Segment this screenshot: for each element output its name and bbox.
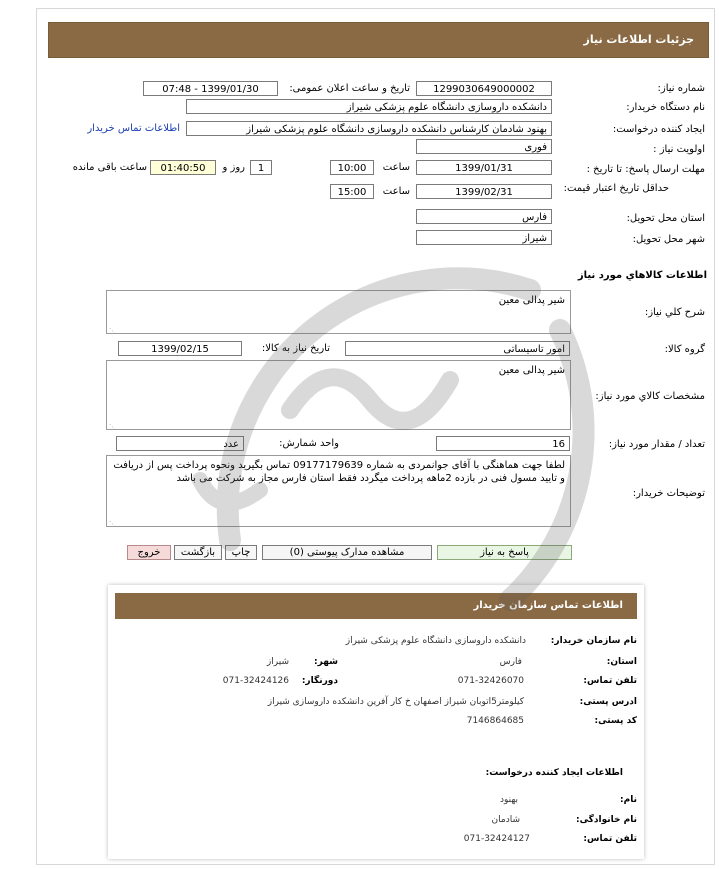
contact-org: دانشکده داروسازی دانشگاه علوم پزشکی شیراز [345,636,526,646]
need-date-field: 1399/02/15 [118,341,242,356]
contact-province: فارس [499,657,522,667]
summary-textarea[interactable] [106,290,571,334]
creator-phone: 071-32424127 [463,834,530,844]
back-button[interactable]: بازگشت [174,545,222,560]
deadline-label: مهلت ارسال پاسخ: تا تاریخ : [586,164,705,175]
contact-card-title: اطلاعات تماس سازمان خریدار [473,600,623,611]
exit-button[interactable]: خروج [127,545,171,560]
remaining-time-field: 01:40:50 [150,160,216,175]
group-field: امور تاسیساتی [345,341,570,356]
resize-grip-icon[interactable]: ⋰ [109,423,116,431]
buyer-org-field: دانشکده داروسازی دانشگاه علوم پزشکی شیراز [186,99,552,114]
contact-address-label: ادرس پستی: [579,697,637,707]
contact-address: کیلومتر5اتوبان شیراز اصفهان خ کار آفرین دانشکده داروسازی شیراز [267,697,524,707]
need-number-field: 1299030649000002 [416,81,552,96]
creator-phone-label: تلفن تماس: [583,834,637,844]
goods-section-title: اطلاعات کالاهاي مورد نياز [577,270,707,281]
contact-org-label: نام سازمان خریدار: [550,636,637,646]
group-label: گروه کالا: [664,344,705,355]
specs-textarea[interactable] [106,360,571,430]
resize-grip-icon[interactable]: ⋰ [109,520,116,528]
creator-info-title: اطلاعات ایجاد کننده درخواست: [485,768,623,778]
province-label: استان محل تحویل: [626,213,705,224]
contact-city-label: شهر: [314,657,338,667]
validity-date-field: 1399/02/31 [416,184,552,199]
summary-text: شیر پدالی معین [498,295,565,306]
validity-time-label: ساعت [382,186,410,197]
creator-field: بهنود شادمان کارشناس دانشکده داروسازی دانشگاه علوم پزشکی شیراز [186,121,552,136]
creator-label: ایجاد کننده درخواست: [612,124,705,135]
specs-label: مشخصات کالاي مورد نياز: [595,391,705,402]
notes-textarea[interactable] [106,455,571,527]
contact-postal: 7146864685 [466,716,524,726]
need-number-label: شماره نیاز: [657,83,705,94]
summary-label: شرح کلي نياز: [644,307,705,318]
reply-button[interactable]: پاسخ به نیاز [437,545,572,560]
contact-postal-label: کد پستی: [594,716,637,726]
priority-field: فوری [416,139,552,154]
creator-family: شادمان [491,815,520,825]
unit-field: عدد [116,436,244,451]
contact-phone-label: تلفن تماس: [583,676,637,686]
creator-name: بهنود [499,795,518,805]
contact-fax: 071-32424126 [222,676,289,686]
contact-card-header [115,593,637,619]
announce-label: تاریخ و ساعت اعلان عمومی: [289,83,410,94]
deadline-date-field: 1399/01/31 [416,160,552,175]
need-date-label: تاریخ نیاز به کالا: [261,343,330,354]
print-button[interactable]: چاپ [225,545,257,560]
min-validity-label: حداقل تاریخ اعتبار قیمت: [563,183,669,194]
resize-grip-icon[interactable]: ⋰ [109,327,116,335]
specs-text: شیر پدالی معین [498,365,565,376]
qty-label: تعداد / مقدار مورد نیاز: [608,439,705,450]
contact-card [108,585,644,859]
province-field: فارس [416,209,552,224]
creator-family-label: نام خانوادگی: [575,815,637,825]
attachments-button[interactable]: مشاهده مدارک پیوستی (0) [262,545,432,560]
city-label: شهر محل تحویل: [632,234,705,245]
page-title: جزئیات اطلاعات نیاز [583,33,694,46]
buyer-contact-link[interactable]: اطلاعات تماس خریدار [87,123,180,134]
priority-label: اولویت نیاز : [653,144,705,155]
contact-fax-label: دورنگار: [301,676,338,686]
validity-time-field: 15:00 [330,184,374,199]
page-header [48,22,709,58]
unit-label: واحد شمارش: [279,438,339,449]
creator-name-label: نام: [620,795,637,805]
deadline-time-label: ساعت [382,162,410,173]
notes-text: لطفا جهت هماهنگی با آقای جوانمردی به شماره 09177179639 تماس بگیرید ونحوه پرداخت پس از دریافت و تایید مسول فنی در بازده 2ماهه پرداخت میگردد فقط استان فارس مجاز به شرکت می باشد [113,460,565,484]
qty-field: 16 [436,436,570,451]
days-field: 1 [250,160,272,175]
announce-field: 1399/01/30 - 07:48 [143,81,278,96]
contact-phone: 071-32426070 [457,676,524,686]
buyer-org-label: نام دستگاه خریدار: [626,102,705,113]
contact-province-label: استان: [606,657,637,667]
remaining-label: ساعت باقی مانده [72,162,147,173]
contact-city: شیراز [266,657,289,667]
days-label: روز و [222,162,245,173]
deadline-time-field: 10:00 [330,160,374,175]
city-field: شیراز [416,230,552,245]
notes-label: توضیحات خریدار: [632,488,705,499]
